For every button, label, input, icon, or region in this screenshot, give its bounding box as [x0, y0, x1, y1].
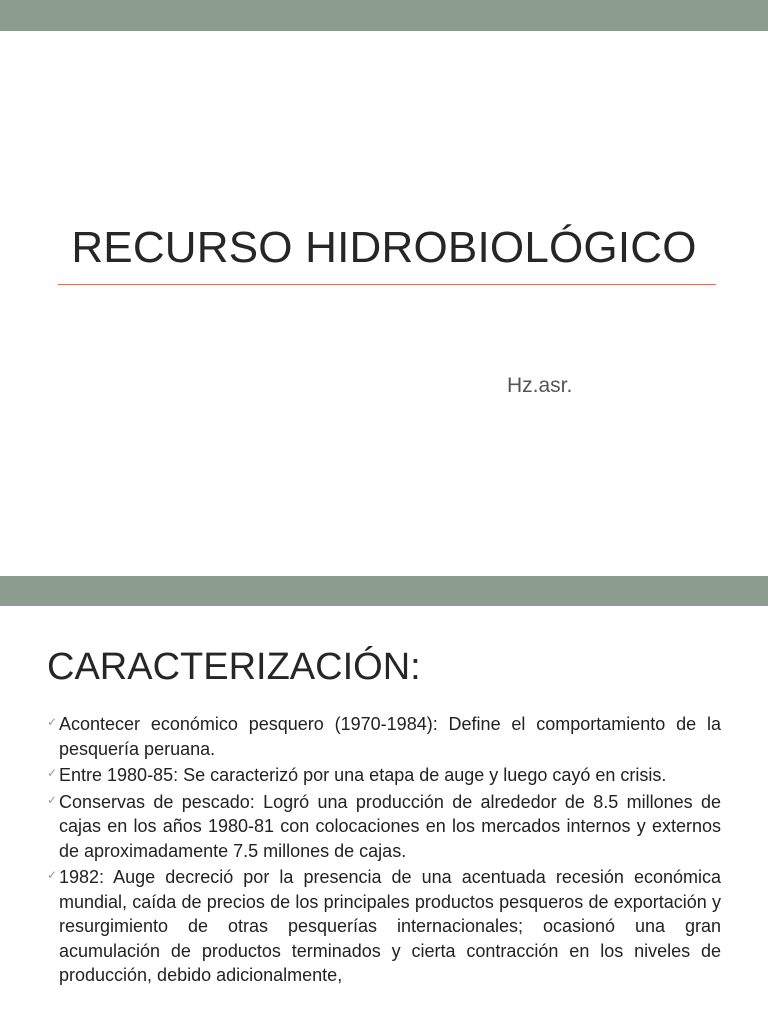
bullet-list [47, 712, 721, 990]
bullet-item [47, 865, 721, 988]
bullet-item [47, 763, 721, 788]
bullet-text: 1982: Auge decreció por la presencia de una acentuada recesión económica mundial, caída de precios de los principales productos pesqueros de exportación y resurgimiento de otras pesquerías internacionales; ocasionó una gran acumulación de productos terminados y cierta contracción en los niveles de producción, debido adicionalmente, [59, 867, 721, 985]
header-band [0, 0, 768, 31]
checkmark-icon: ✓ [47, 715, 58, 729]
bullet-text: Conservas de pescado: Logró una producción de alrededor de 8.5 millones de cajas en los años 1980-81 con colocaciones en los mercados internos y externos de aproximadamente 7.5 millones de cajas. [59, 791, 721, 861]
slide-title: CARACTERIZACIÓN: [47, 646, 421, 688]
checkmark-icon: ✓ [47, 868, 58, 882]
title-divider [58, 284, 716, 285]
checkmark-icon: ✓ [47, 792, 58, 807]
slide-title: RECURSO HIDROBIOLÓGICO [71, 223, 697, 272]
bullet-item [47, 712, 721, 761]
bullet-text: Acontecer económico pesquero (1970-1984): Define el comportamiento de la pesquería peruana. [59, 714, 721, 759]
header-band [0, 576, 768, 606]
content-slide [0, 576, 768, 1024]
checkmark-icon: ✓ [47, 766, 58, 780]
bullet-text: Entre 1980-85: Se caracterizó por una etapa de auge y luego cayó en crisis. [59, 765, 667, 785]
bullet-item [47, 790, 721, 864]
slide-subtitle: Hz.asr. [507, 374, 573, 397]
